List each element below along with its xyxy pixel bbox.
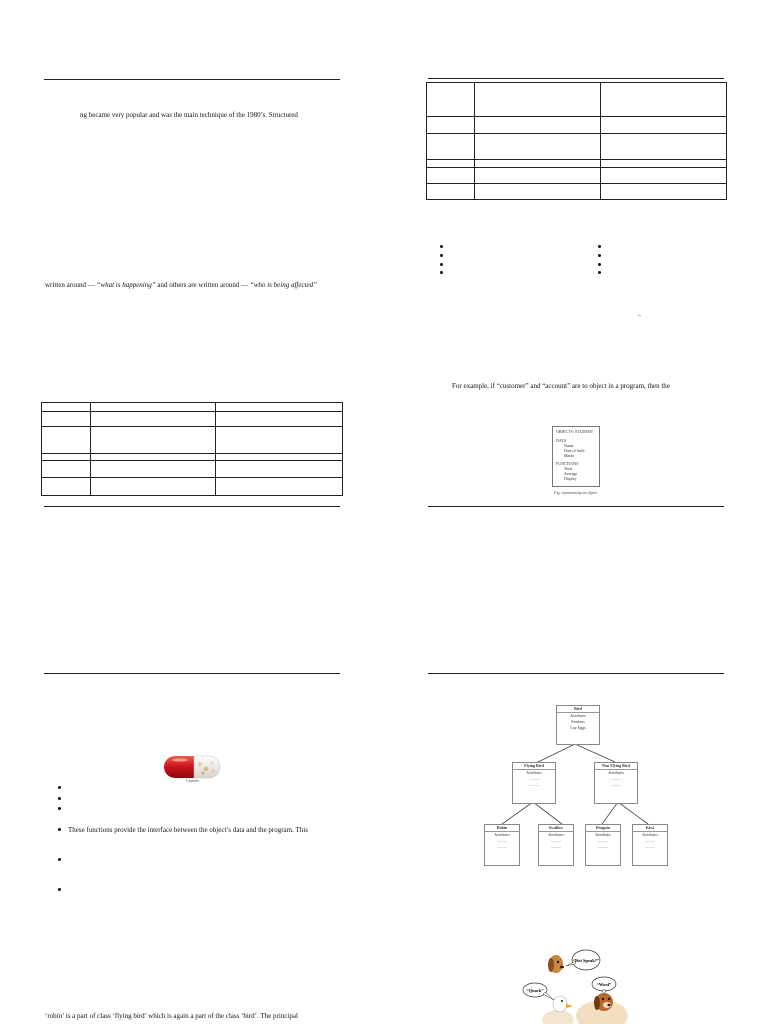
bullet: [598, 271, 601, 274]
class-attr: ..........: [551, 844, 561, 849]
class-attr: ..........: [529, 776, 539, 781]
class-attr: ..........: [611, 782, 621, 787]
paragraph-line: ‘robin’ is a part of class ‘flying bird’ which is again a part of the class ‘bird’. The principal: [45, 1012, 298, 1020]
page-top-rule: [44, 673, 340, 674]
page-top-rule: [44, 79, 340, 80]
bullet: [598, 254, 601, 257]
class-title: Kiwi: [633, 825, 667, 832]
comparison-table: [41, 402, 343, 496]
object-title: OBJECTS: STUDENT: [556, 429, 594, 434]
class-attr: ..........: [645, 838, 655, 843]
emphasis-text: “who is being affected”: [249, 281, 318, 289]
class-box-bird: [556, 705, 600, 745]
class-box-flying-bird: [512, 762, 556, 804]
bullet: [598, 263, 601, 266]
page-bottom-rule: [428, 506, 724, 507]
bullet: [440, 254, 443, 257]
object-diagram: [552, 426, 600, 487]
class-attr: Attributes: [608, 770, 624, 775]
class-attr: Attributes: [570, 713, 586, 718]
paragraph-line: [45, 281, 317, 290]
paragraph-line: ng became very popular and was the main technique of the 1980’s. Structured: [80, 111, 298, 119]
class-attr: Lay Eggs: [570, 725, 586, 730]
dog-bottom: [594, 993, 613, 1011]
data-item: Date of birth: [564, 448, 585, 453]
class-attr: Attributes: [526, 770, 542, 775]
class-box-non-flying-bird: [594, 762, 638, 804]
class-title: Bird: [557, 706, 599, 713]
bubble-text: “Woof”: [596, 982, 612, 987]
function-item: Average: [564, 471, 578, 476]
bullet: [440, 245, 443, 248]
bullet: [58, 797, 61, 800]
page-top-rule: [428, 78, 724, 79]
class-title: Penguin: [586, 825, 620, 832]
bullet: [58, 858, 61, 861]
bullet: [58, 786, 61, 789]
bubble-text: “Not Speak?”: [572, 958, 600, 963]
paragraph-line: For example, if “customer” and “account” are to object in a program, then the: [452, 382, 670, 390]
dash-mark: –: [638, 313, 641, 319]
class-attr: ..........: [497, 844, 507, 849]
data-label: DATA: [556, 438, 567, 443]
class-attr: Attributes: [642, 832, 658, 837]
class-title: Flying Bird: [513, 763, 555, 770]
emphasis-text: “what is happening”: [96, 281, 156, 289]
paragraph-line: These functions provide the interface between the object’s data and the program. This: [68, 826, 308, 834]
page-bottom-rule: [44, 506, 340, 507]
capsule-clear-half: [194, 756, 220, 778]
comparison-table: [426, 82, 727, 200]
class-attr: ..........: [598, 838, 608, 843]
animals-cartoon: [518, 940, 638, 1024]
function-item: Total: [564, 466, 573, 471]
bullet: [58, 888, 61, 891]
class-box-penguin: [585, 824, 621, 866]
bubble-text: “Quack”: [526, 988, 544, 993]
figure-caption: Fig. representing an object: [554, 490, 598, 495]
bullet: [598, 245, 601, 248]
class-attr: ..........: [645, 844, 655, 849]
capsule-image: [162, 754, 222, 780]
class-title: Swallow: [539, 825, 573, 832]
bullet: [58, 828, 61, 831]
functions-label: FUNCTIONS: [556, 461, 579, 466]
class-attr: Attributes: [494, 832, 510, 837]
class-box-robin: [484, 824, 520, 866]
bullet: [58, 807, 61, 810]
data-item: Marks: [564, 453, 575, 458]
class-attr: ..........: [551, 838, 561, 843]
bullet: [440, 263, 443, 266]
class-box-kiwi: [632, 824, 668, 866]
class-attr: ..........: [529, 782, 539, 787]
class-attr: Attributes: [548, 832, 564, 837]
class-attr: ..........: [598, 844, 608, 849]
text-segment: and others are written around —: [155, 281, 250, 289]
page-top-rule: [428, 673, 724, 674]
class-attr: Feathers: [571, 719, 585, 724]
duck: [553, 996, 573, 1012]
data-item: Name: [564, 443, 574, 448]
bullet: [440, 271, 443, 274]
class-attr: Attributes: [595, 832, 611, 837]
class-title: Robin: [485, 825, 519, 832]
class-box-swallow: [538, 824, 574, 866]
text-segment: written around —: [45, 281, 97, 289]
class-title: Non Flying Bird: [595, 763, 637, 770]
class-attr: ..........: [497, 838, 507, 843]
class-attr: ..........: [611, 776, 621, 781]
capsule-caption: Capsule: [186, 778, 199, 783]
dog-top: [548, 955, 564, 973]
function-item: Display: [564, 476, 577, 481]
